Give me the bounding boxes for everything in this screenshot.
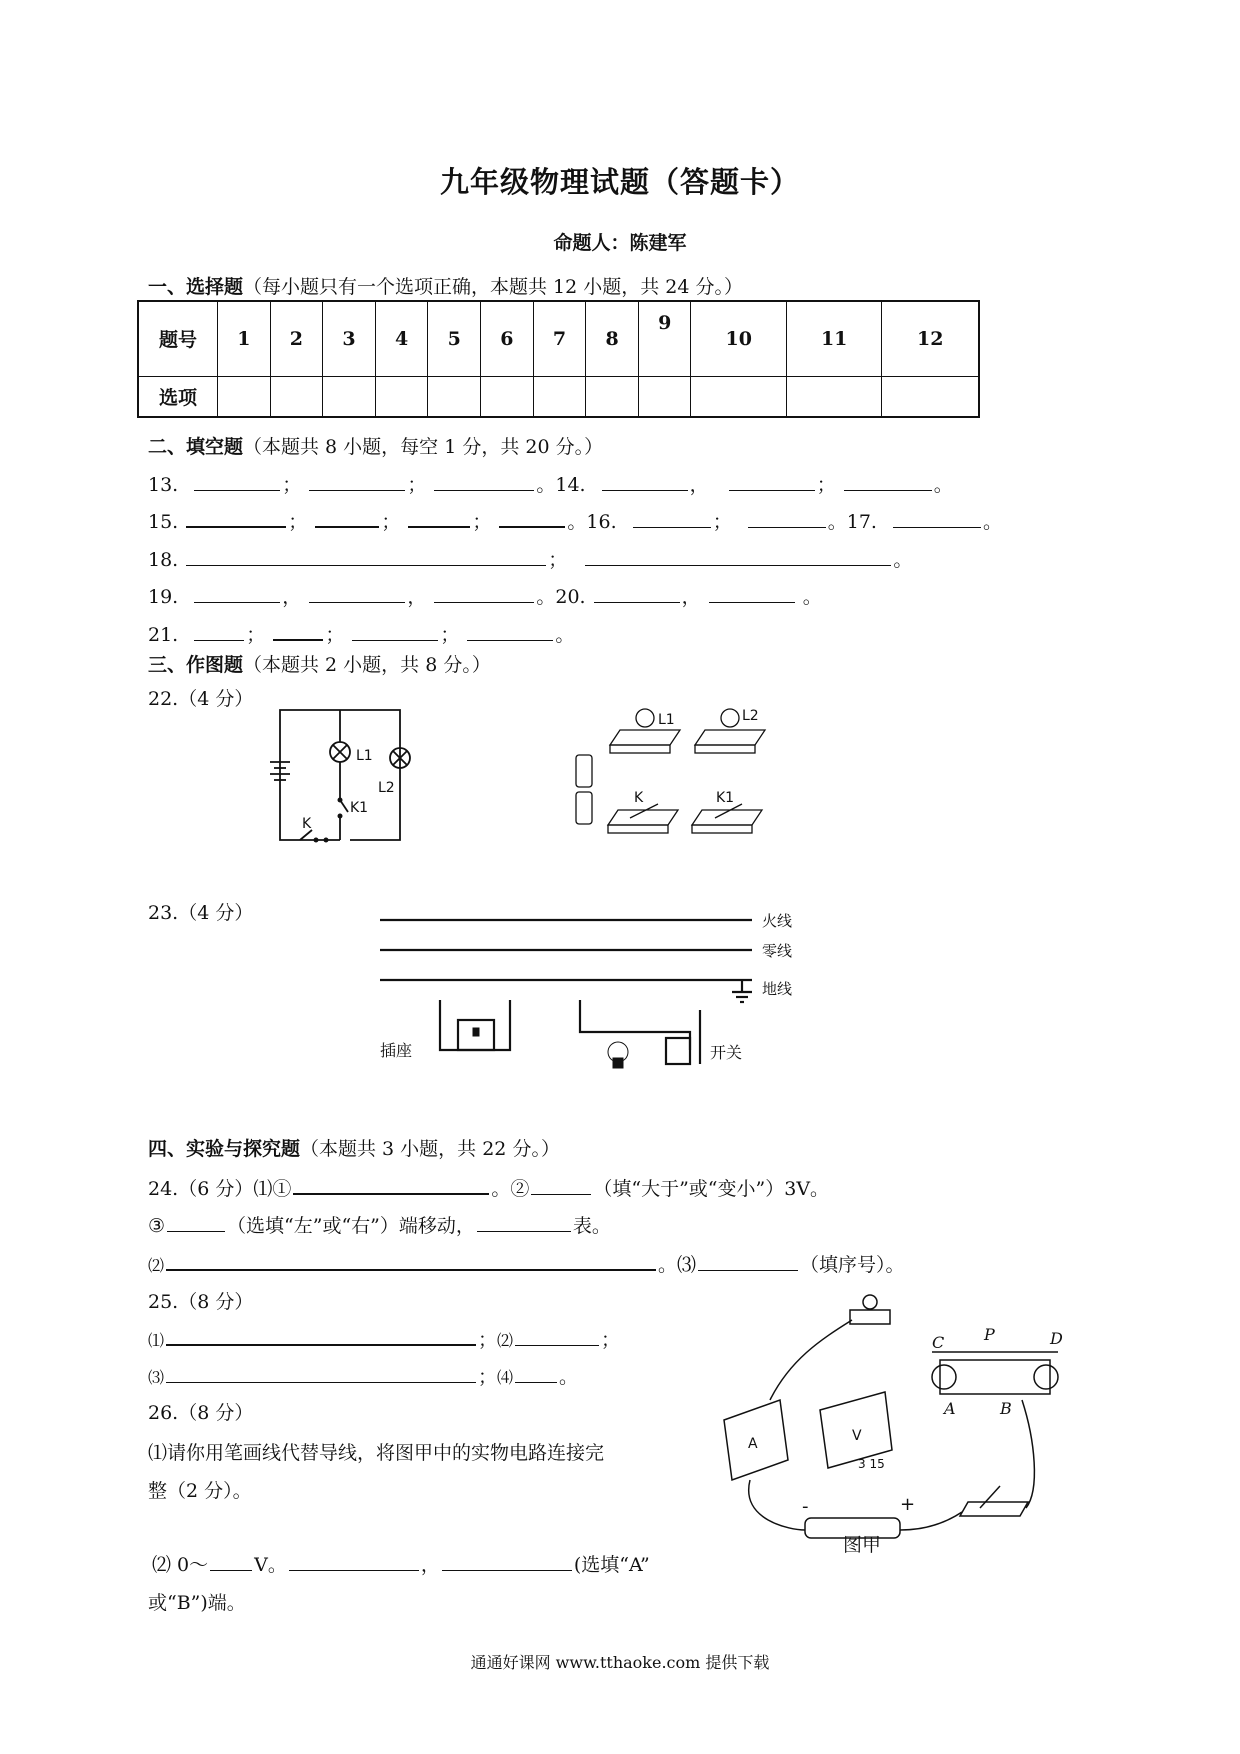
physical-components xyxy=(570,700,790,850)
answer-blank[interactable] xyxy=(633,509,711,528)
answer-blank[interactable] xyxy=(408,508,470,528)
label-minus: - xyxy=(802,1496,809,1517)
q19-20-line: 19. ， ， 。20. ， 。 xyxy=(148,586,822,608)
q18-label: 18. xyxy=(148,549,179,571)
answer-cell[interactable] xyxy=(882,376,979,417)
socket-label: 插座 xyxy=(380,1041,413,1060)
q25-p2: ⑵ xyxy=(497,1331,514,1350)
answer-cell[interactable] xyxy=(691,376,786,417)
answer-blank[interactable] xyxy=(293,1175,489,1195)
answer-blank[interactable] xyxy=(531,1176,591,1195)
section4-header xyxy=(148,1134,560,1161)
label-L2: L2 xyxy=(742,708,759,724)
q24-mid: 。② xyxy=(491,1178,530,1200)
answer-cell[interactable] xyxy=(533,376,586,417)
q25-label: 25.（8 分） xyxy=(148,1291,254,1313)
q25-p4: ⑷ xyxy=(497,1368,514,1387)
answer-blank[interactable] xyxy=(315,508,379,528)
table-row-numbers xyxy=(138,301,979,376)
circuit-schematic xyxy=(270,700,430,850)
answer-blank[interactable] xyxy=(194,584,280,603)
col-number: 5 xyxy=(428,301,481,376)
label-L2: L2 xyxy=(378,780,395,796)
ammeter-label: A xyxy=(748,1436,758,1452)
label-C: C xyxy=(932,1333,945,1352)
q26-prefix: ⑵ 0～ xyxy=(152,1554,209,1576)
q24-line2 xyxy=(148,1211,611,1238)
q23-label: 23.（4 分） xyxy=(148,902,254,924)
q25-line2: ⑶ ；⑷ 。 xyxy=(148,1366,579,1388)
answer-cell[interactable] xyxy=(323,376,376,417)
col-number: 10 xyxy=(691,301,786,376)
q21-label: 21. xyxy=(148,624,179,646)
answer-blank[interactable] xyxy=(166,1364,476,1383)
section1-note: （每小题只有一个选项正确，本题共 12 小题，共 24 分。） xyxy=(243,276,744,298)
answer-cell[interactable] xyxy=(786,376,881,417)
answer-blank[interactable] xyxy=(194,622,244,641)
q25-p3: ⑶ xyxy=(148,1368,165,1387)
q22-label: 22.（4 分） xyxy=(148,688,254,710)
q25-line1: ⑴ ；⑵ ； xyxy=(148,1325,620,1352)
answer-blank[interactable] xyxy=(748,509,826,528)
col-number: 6 xyxy=(481,301,534,376)
answer-blank[interactable] xyxy=(602,472,688,491)
answer-blank[interactable] xyxy=(194,472,280,491)
col-number: 7 xyxy=(533,301,586,376)
answer-blank[interactable] xyxy=(166,1326,476,1346)
col-number: 12 xyxy=(882,301,979,376)
section2-header xyxy=(148,432,603,459)
answer-blank[interactable] xyxy=(309,472,405,491)
q24-l2-suffix: 表。 xyxy=(572,1215,611,1237)
ground-wire-label: 地线 xyxy=(762,980,793,998)
q26-text1: ⑴请你用笔画线代替导线，将图甲中的实物电路连接完 xyxy=(148,1442,605,1464)
answer-blank[interactable] xyxy=(729,472,815,491)
author-line: 命题人：陈建军 xyxy=(553,232,687,254)
neutral-wire-label: 零线 xyxy=(762,942,793,960)
answer-cell[interactable] xyxy=(218,376,271,417)
answer-table xyxy=(137,300,980,418)
answer-blank[interactable] xyxy=(515,1364,557,1383)
answer-blank[interactable] xyxy=(515,1327,599,1346)
answer-blank[interactable] xyxy=(844,472,932,491)
q26-line2: 或“B”)端。 xyxy=(148,1592,246,1614)
q24-l3-prefix: ⑵ xyxy=(148,1256,165,1275)
col-number: 11 xyxy=(786,301,881,376)
row-label-number: 题号 xyxy=(138,301,218,376)
label-K1: K1 xyxy=(716,790,735,806)
q26-label: 26.（8 分） xyxy=(148,1402,254,1424)
label-A: A xyxy=(944,1399,956,1418)
answer-blank[interactable] xyxy=(186,508,286,528)
q26-suffix: (选填“A” xyxy=(573,1554,650,1576)
label-B: B xyxy=(1000,1399,1012,1418)
answer-cell[interactable] xyxy=(638,376,691,417)
answer-blank[interactable] xyxy=(893,509,981,528)
answer-cell[interactable] xyxy=(270,376,323,417)
answer-blank[interactable] xyxy=(166,1251,656,1271)
voltmeter-scale: 3 15 xyxy=(858,1457,885,1471)
col-number: 9 xyxy=(638,301,691,376)
label-K: K xyxy=(634,790,644,806)
col-number: 3 xyxy=(323,301,376,376)
section4-heading: 四、实验与探究题 xyxy=(148,1138,301,1160)
section3-heading: 三、作图题 xyxy=(148,654,244,676)
answer-blank[interactable] xyxy=(709,584,795,603)
q19-label: 19. xyxy=(148,586,179,608)
row-label-choice: 选项 xyxy=(138,376,218,417)
answer-blank[interactable] xyxy=(186,547,546,566)
label-K: K xyxy=(302,816,312,832)
live-wire-label: 火线 xyxy=(762,912,793,930)
answer-blank[interactable] xyxy=(167,1213,225,1232)
q24-prefix: 24.（6 分）⑴① xyxy=(148,1178,292,1200)
label-L1: L1 xyxy=(658,712,675,728)
q15-17-line: 15. ； ； ； 。16. ； 。17. 。 xyxy=(148,507,1002,534)
q17-label: 17. xyxy=(846,511,877,533)
q14-label: 14. xyxy=(555,474,586,496)
answer-cell[interactable] xyxy=(375,376,428,417)
answer-cell[interactable] xyxy=(481,376,534,417)
label-P: P xyxy=(984,1325,995,1344)
household-wiring xyxy=(370,900,820,1080)
answer-blank[interactable] xyxy=(698,1252,798,1271)
answer-cell[interactable] xyxy=(586,376,639,417)
q24-l2-prefix: ③ xyxy=(148,1215,166,1237)
q16-label: 16. xyxy=(586,511,617,533)
table-row-choices xyxy=(138,376,979,417)
section3-header xyxy=(148,650,491,677)
section1-heading: 一、选择题 xyxy=(148,276,244,298)
col-number: 2 xyxy=(270,301,323,376)
label-plus: + xyxy=(900,1494,916,1515)
answer-blank[interactable] xyxy=(477,1213,571,1232)
q24-l3-suffix: （填序号）。 xyxy=(800,1254,905,1276)
answer-blank[interactable] xyxy=(434,472,534,491)
q15-label: 15. xyxy=(148,511,179,533)
answer-blank[interactable] xyxy=(210,1552,252,1571)
answer-blank[interactable] xyxy=(434,584,534,603)
voltmeter-label: V xyxy=(852,1428,862,1444)
q20-label: 20. xyxy=(555,586,586,608)
section2-note: （本题共 8 小题，每空 1 分，共 20 分。） xyxy=(243,436,604,458)
q24-suffix: （填“大于”或“变小”）3V。 xyxy=(593,1178,830,1200)
section2-heading: 二、填空题 xyxy=(148,436,244,458)
page-title: 九年级物理试题（答题卡） xyxy=(439,165,800,199)
answer-blank[interactable] xyxy=(442,1552,572,1571)
q18-line: 18. ； 。 xyxy=(148,549,913,571)
q24-line1 xyxy=(148,1174,829,1201)
answer-blank[interactable] xyxy=(309,584,405,603)
label-K1: K1 xyxy=(350,800,369,816)
figure-jia-circuit xyxy=(710,1290,1080,1550)
q13-label: 13. xyxy=(148,474,179,496)
section3-note: （本题共 2 小题，共 8 分。） xyxy=(243,654,491,676)
q21-line: 21. ； ； ； 。 xyxy=(148,620,574,647)
footer-credit: 通通好课网 www.tthaoke.com 提供下载 xyxy=(470,1653,770,1672)
col-number: 8 xyxy=(586,301,639,376)
answer-blank[interactable] xyxy=(585,547,891,566)
figure-caption: 图甲 xyxy=(843,1534,882,1556)
q24-line3 xyxy=(148,1250,905,1277)
q13-14-line: 13. ； ； 。14. ， ； 。 xyxy=(148,474,953,496)
answer-blank[interactable] xyxy=(594,584,680,603)
section4-note: （本题共 3 小题，共 22 分。） xyxy=(300,1138,560,1160)
answer-blank[interactable] xyxy=(499,508,565,528)
label-D: D xyxy=(1050,1329,1063,1348)
answer-blank[interactable] xyxy=(352,622,438,641)
col-number: 4 xyxy=(375,301,428,376)
q24-l2-mid: （选填“左”或“右”）端移动， xyxy=(227,1215,475,1237)
switch-label: 开关 xyxy=(710,1043,743,1062)
answer-cell[interactable] xyxy=(428,376,481,417)
answer-blank[interactable] xyxy=(289,1552,419,1571)
answer-blank[interactable] xyxy=(467,622,553,641)
q25-p1: ⑴ xyxy=(148,1331,165,1350)
q26-line: ⑵ 0～ V。 ， (选填“A” xyxy=(152,1554,650,1576)
q26-text2: 整（2 分）。 xyxy=(148,1480,252,1502)
answer-blank[interactable] xyxy=(273,621,323,641)
q24-l3-mid: 。⑶ xyxy=(658,1254,697,1276)
q26-mid: V。 xyxy=(254,1554,287,1576)
section1-header xyxy=(148,272,743,299)
col-number: 1 xyxy=(218,301,271,376)
label-L1: L1 xyxy=(356,748,373,764)
